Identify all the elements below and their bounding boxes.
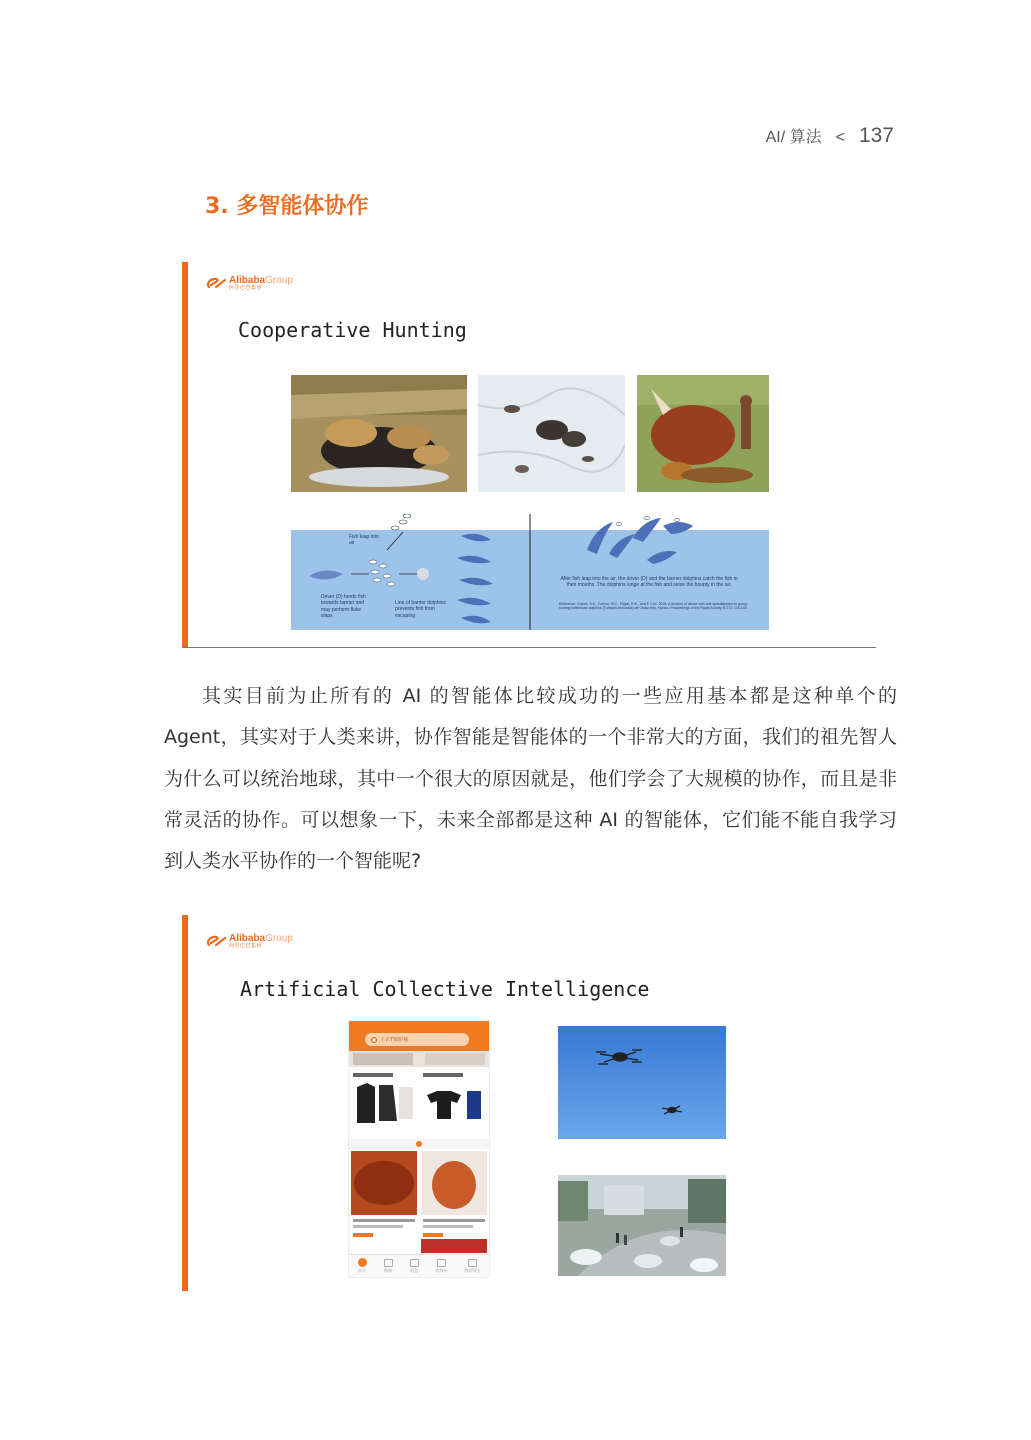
app-tab-cart	[436, 1259, 448, 1274]
lions-buffalo-image	[291, 375, 467, 492]
header-section: AI/ 算法	[765, 129, 822, 146]
diagram-reference: Reference: Gazda, S.K., Connor, R.C., Edgar, R.K., and F. Cox. 2005. A division of labour with role specialization in group-hunting bottlenose dolphins (Tursiops truncatus) off Cedar Key, Florida. Proceedings of the Royal Society B 272: 135-140.	[559, 602, 749, 611]
photo-prehistoric-hunt	[637, 375, 769, 492]
home-tab-icon	[358, 1258, 367, 1267]
logo-group: Group	[265, 932, 293, 944]
drones-image	[558, 1026, 726, 1139]
photo-wolves-bison	[478, 375, 625, 492]
slide-accent-bar	[182, 262, 188, 647]
app-tab-label: 购物车	[435, 1267, 448, 1273]
app-tab-label: 首页	[358, 1268, 366, 1273]
alibaba-logo	[206, 933, 293, 949]
search-icon	[371, 1037, 377, 1043]
app-tab-label: 消息	[410, 1267, 418, 1273]
prehistoric-hunt-image	[637, 375, 769, 492]
diagram-catch: After fish leap into the air, the driver (D) and the barrier dolphins catch the fish in their mouths. The dolphins lunge at the fish and seize the bounty in the air.	[560, 576, 738, 589]
app-tab-label: 微淘	[384, 1267, 392, 1273]
body-paragraph: 其实目前为止所有的 AI 的智能体比较成功的一些应用基本都是这种单个的 Agent，其实对于人类来讲，协作智能是智能体的一个非常大的方面，我们的祖先智人为什么可以统治地球，其中一个很大的原因就是，他们学会了大规模的协作，而且是非常灵活的协作。可以想象一下，未来全部都是这种 AI 的智能体，它们能不能自我学习到人类水平协作的一个智能呢?	[164, 685, 897, 873]
photo-lions-buffalo	[291, 375, 467, 492]
cart-tab-icon	[437, 1259, 446, 1267]
app-tab-weitao	[384, 1259, 393, 1274]
logo-brand: Alibaba	[229, 274, 266, 286]
slide-cooperative-hunting	[182, 262, 876, 648]
diagram-fish-leap: Fish leap into air	[349, 534, 379, 547]
slide-accent-bar	[182, 915, 188, 1291]
photo-smart-city	[558, 1175, 726, 1276]
running-header	[766, 124, 894, 148]
logo-group: Group	[265, 274, 293, 286]
logo-sub: 阿里巴巴集团	[229, 942, 263, 949]
app-status-bar	[349, 1021, 489, 1029]
app-tab-messages	[410, 1259, 419, 1274]
alibaba-logo-icon	[206, 933, 228, 949]
app-search-placeholder: 上衣T恤短袖	[380, 1037, 409, 1043]
dolphin-hunting-diagram	[291, 514, 769, 630]
mobile-app-screenshot	[348, 1020, 490, 1278]
logo-brand: Alibaba	[229, 932, 266, 944]
app-tab-home	[358, 1258, 367, 1274]
alibaba-logo-icon	[206, 275, 228, 291]
weitao-tab-icon	[384, 1259, 393, 1267]
smart-city-image	[558, 1175, 726, 1276]
message-tab-icon	[410, 1259, 419, 1267]
app-feed-image	[349, 1051, 489, 1255]
app-search-header	[349, 1029, 489, 1051]
page-number: 137	[858, 124, 894, 147]
wolves-bison-image	[478, 375, 625, 492]
app-tab-label: 我的淘宝	[464, 1267, 481, 1273]
app-tab-bar	[349, 1254, 489, 1277]
section-title: 3. 多智能体协作	[205, 194, 369, 219]
alibaba-logo	[206, 275, 293, 291]
diagram-driver: Driver (D) herds fish towards barrier and may perform fluke slaps	[321, 594, 366, 619]
header-separator: <	[835, 129, 845, 146]
profile-tab-icon	[468, 1259, 477, 1267]
logo-sub: 阿里巴巴集团	[229, 284, 263, 291]
slide-artificial-collective-intelligence	[182, 915, 876, 1291]
slide-title: Cooperative Hunting	[238, 318, 467, 342]
diagram-barrier: Line of barrier dolphins prevents fish from escaping	[395, 600, 446, 619]
slide-title: Artificial Collective Intelligence	[240, 977, 650, 1001]
app-tab-profile	[465, 1259, 481, 1274]
app-search-box	[365, 1033, 469, 1046]
photo-drones	[558, 1026, 726, 1139]
